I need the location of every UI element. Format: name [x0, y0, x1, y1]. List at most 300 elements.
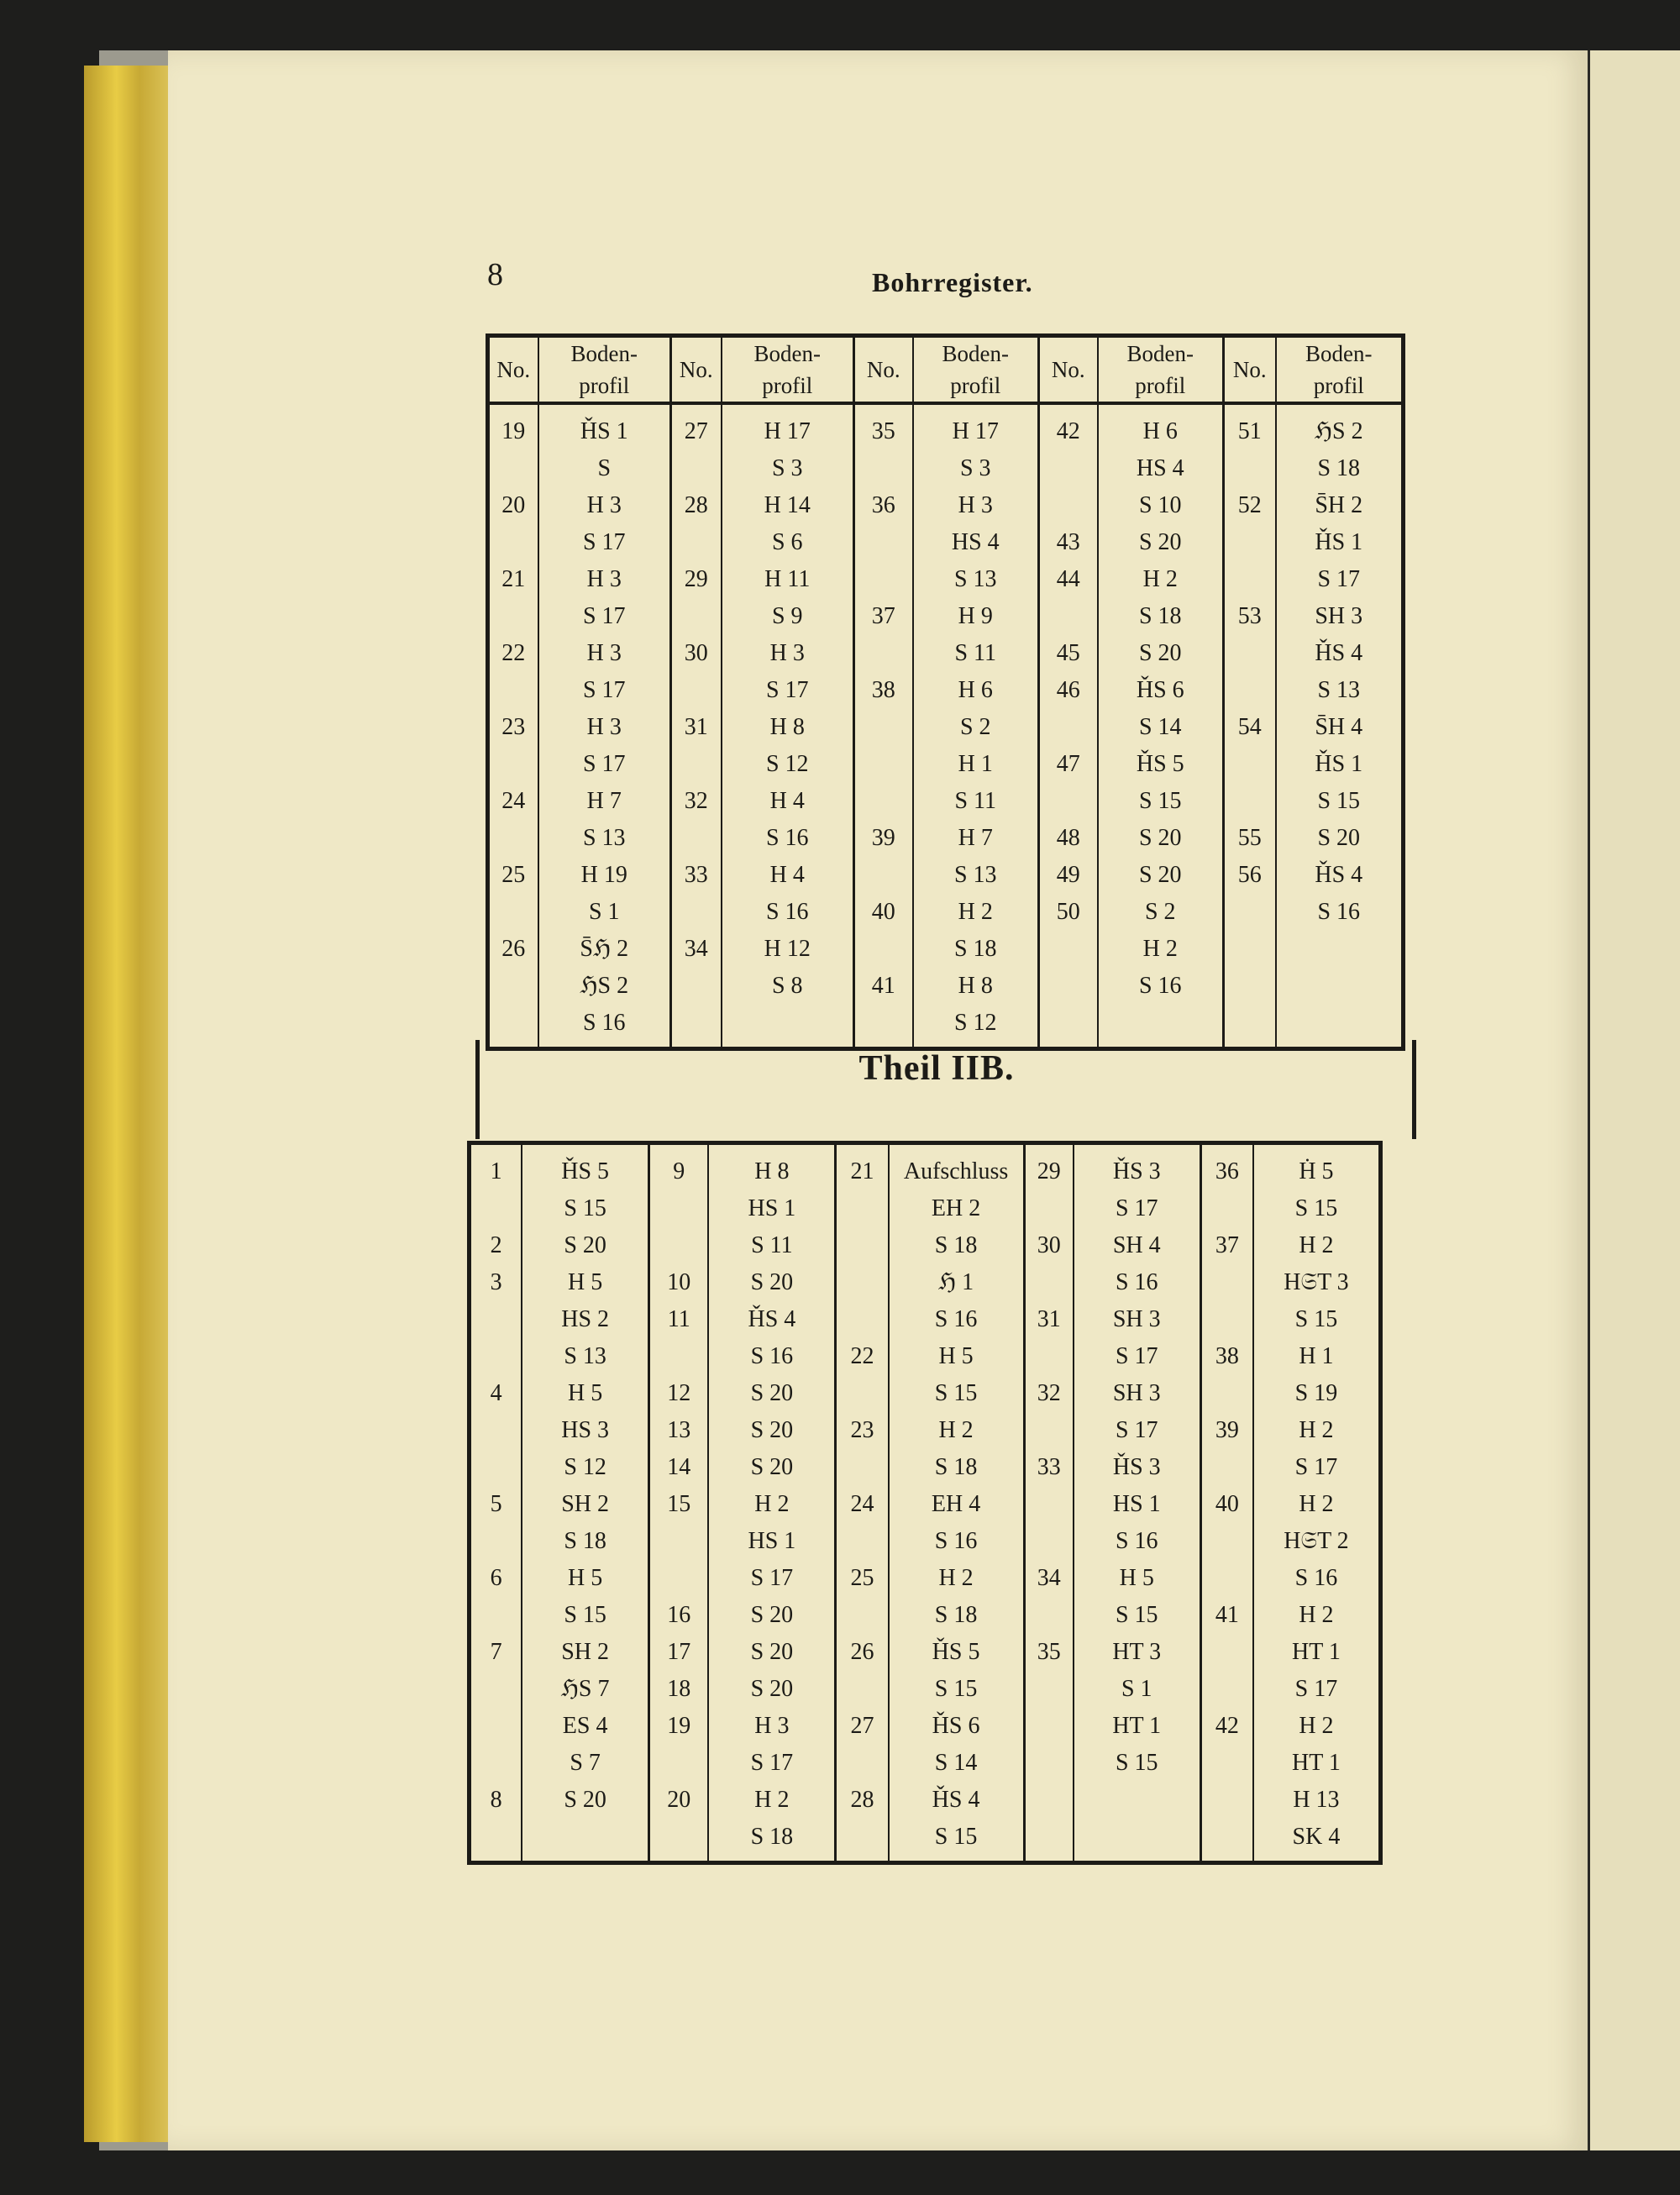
soil-profile-entry: HS 4: [1136, 455, 1184, 481]
soil-profile-entry: H 8: [769, 714, 805, 740]
boring-number-blank: [471, 1301, 521, 1338]
boring-number: 39: [1215, 1417, 1239, 1443]
boring-number-blank: [672, 598, 721, 635]
boring-number-blank: [672, 450, 721, 487]
boring-number-blank: [1225, 561, 1275, 598]
boring-number-blank: [855, 1005, 912, 1042]
soil-profile-entry: H 2: [1299, 1713, 1334, 1739]
soil-profile-entry: S 17: [582, 677, 626, 703]
bodenprofil-column: [1074, 1143, 1201, 1863]
soil-profile-entry: ȞS 4: [932, 1787, 980, 1813]
boring-number-blank: [1225, 635, 1275, 672]
soil-profile-entry: H 5: [568, 1269, 603, 1295]
boring-number-blank: [1202, 1301, 1252, 1338]
soil-profile-entry: H 2: [1142, 936, 1178, 962]
boring-number-blank: [490, 894, 538, 931]
boring-number-blank: [1225, 672, 1275, 709]
soil-profile-entry: S 2: [1144, 899, 1176, 925]
header-no: No.: [1039, 336, 1098, 404]
soil-profile-entry: H 3: [586, 492, 622, 518]
boring-number: 15: [667, 1491, 691, 1517]
boring-number-blank: [490, 746, 538, 783]
soil-profile-entry: H 3: [958, 492, 993, 518]
soil-profile-entry: S 18: [564, 1528, 606, 1554]
boring-number: 2: [490, 1232, 502, 1258]
boring-number: 12: [667, 1380, 691, 1406]
soil-profile-entry: S 20: [750, 1269, 794, 1295]
boring-number-blank: [1040, 598, 1097, 635]
soil-profile-entry: H 8: [958, 973, 993, 999]
soil-profile-entry: S 15: [934, 1824, 978, 1850]
boring-number: 46: [1056, 677, 1080, 703]
boring-number-blank: [1026, 1486, 1073, 1523]
soil-profile-entry: H 12: [764, 936, 811, 962]
boring-number-blank: [1026, 1523, 1073, 1560]
number-column: [470, 1143, 522, 1863]
boring-number-blank: [1225, 524, 1275, 561]
boring-number: 25: [850, 1565, 874, 1591]
soil-profile-entry: S 15: [564, 1602, 606, 1628]
boring-number-blank: [1202, 1190, 1252, 1227]
soil-profile-entry: ȞS 3: [1112, 1454, 1161, 1480]
soil-profile-entry: S̄H 2: [1315, 492, 1363, 518]
soil-profile-entry: ȞS 4: [1315, 862, 1363, 888]
soil-profile-entry: H 5: [938, 1343, 974, 1369]
soil-profile-entry: ȞS 4: [748, 1306, 796, 1332]
soil-profile-entry: ES 4: [562, 1713, 608, 1739]
soil-profile-entry: S 15: [934, 1676, 978, 1702]
boring-number-blank: [837, 1819, 887, 1856]
soil-profile-entry: S 2: [959, 714, 991, 740]
boring-number-blank: [1040, 783, 1097, 820]
boring-number-blank: [490, 450, 538, 487]
boring-number: 22: [850, 1343, 874, 1369]
boring-number-blank: [855, 857, 912, 894]
boring-number-blank: [650, 1190, 707, 1227]
soil-profile-entry: S 16: [934, 1528, 978, 1554]
soil-profile-entry: ȞS 1: [1315, 529, 1363, 555]
boring-number-blank: [837, 1375, 887, 1412]
soil-profile-entry: S 18: [934, 1454, 978, 1480]
boring-number: 40: [1215, 1491, 1239, 1517]
soil-profile-entry: S 18: [750, 1824, 794, 1850]
boring-number: 20: [667, 1787, 691, 1813]
soil-profile-entry: S 12: [564, 1454, 606, 1480]
soil-profile-entry: S 16: [1294, 1565, 1338, 1591]
soil-profile-entry: S 20: [564, 1232, 606, 1258]
boring-number-blank: [1202, 1264, 1252, 1301]
boring-number-blank: [650, 1745, 707, 1782]
boring-number-blank: [1040, 709, 1097, 746]
soil-profile-entry: H 2: [1299, 1602, 1334, 1628]
boring-number-blank: [490, 1005, 538, 1042]
soil-profile-entry: S 18: [1138, 603, 1182, 629]
boring-number: 45: [1056, 640, 1080, 666]
page-edges: [84, 66, 176, 2142]
boring-number: 24: [850, 1491, 874, 1517]
soil-profile-entry: S 13: [1317, 677, 1361, 703]
boring-number-blank: [471, 1597, 521, 1634]
boring-number: 31: [1037, 1306, 1061, 1332]
soil-profile-entry: H 3: [586, 714, 622, 740]
boring-number-blank: [837, 1449, 887, 1486]
soil-profile-entry: SH 3: [1112, 1306, 1161, 1332]
soil-profile-entry: H 2: [1299, 1232, 1334, 1258]
soil-profile-entry: S 18: [1317, 455, 1361, 481]
soil-profile-entry: S 16: [1115, 1269, 1158, 1295]
header-no: No.: [671, 336, 722, 404]
boring-number: 32: [1037, 1380, 1061, 1406]
boring-number: 21: [850, 1158, 874, 1184]
soil-profile-entry: H 3: [769, 640, 805, 666]
boring-number-blank: [490, 968, 538, 1005]
boring-number: 49: [1056, 862, 1080, 888]
soil-profile-entry: S 12: [765, 751, 809, 777]
bodenprofil-column: [1276, 403, 1404, 1049]
boring-number-blank: [1026, 1338, 1073, 1375]
number-column: [836, 1143, 889, 1863]
boring-number: 22: [501, 640, 526, 666]
soil-profile-entry: H 2: [1299, 1417, 1334, 1443]
soil-profile-entry: S 20: [1138, 825, 1182, 851]
boring-number-blank: [837, 1190, 887, 1227]
soil-profile-entry: ȞS 6: [1136, 677, 1184, 703]
boring-number-blank: [1225, 450, 1275, 487]
boring-number-blank: [672, 746, 721, 783]
soil-profile-entry: H 4: [769, 788, 805, 814]
boring-number: 30: [684, 640, 708, 666]
boring-number: 37: [871, 603, 895, 629]
boring-number-blank: [855, 450, 912, 487]
boring-number: 42: [1056, 418, 1080, 444]
soil-profile-entry: SH 3: [1112, 1380, 1161, 1406]
boring-number: 36: [1215, 1158, 1239, 1184]
number-column: [671, 403, 722, 1049]
soil-profile-entry: ȞS 5: [932, 1639, 980, 1665]
boring-number-blank: [855, 524, 912, 561]
boring-number-blank: [490, 598, 538, 635]
soil-profile-entry: S 15: [1115, 1602, 1158, 1628]
soil-profile-entry: S 16: [582, 1010, 626, 1036]
boring-number: 43: [1056, 529, 1080, 555]
boring-number: 17: [667, 1639, 691, 1665]
boring-number: 29: [684, 566, 708, 592]
boring-number-blank: [650, 1227, 707, 1264]
header-bodenprofil: Boden- profil: [538, 336, 671, 404]
running-head: Bohrregister.: [872, 267, 1033, 297]
bodenprofil-column: [889, 1143, 1025, 1863]
boring-number: 19: [501, 418, 526, 444]
soil-profile-entry: HS 2: [561, 1306, 610, 1332]
soil-profile-entry: S 15: [934, 1380, 978, 1406]
soil-profile-entry: ȞS 6: [932, 1713, 980, 1739]
header-no: No.: [1224, 336, 1276, 404]
boring-number-blank: [1225, 894, 1275, 931]
soil-profile-entry: ℌ 1: [938, 1269, 974, 1295]
boring-number-blank: [672, 968, 721, 1005]
soil-profile-entry: H 7: [958, 825, 993, 851]
soil-profile-entry: HT 1: [1112, 1713, 1162, 1739]
header-no: No.: [488, 336, 538, 404]
boring-number-blank: [1225, 746, 1275, 783]
boring-number-blank: [837, 1264, 887, 1301]
soil-profile-entry: H 8: [754, 1158, 790, 1184]
boring-number-blank: [1040, 931, 1097, 968]
boring-number-blank: [490, 524, 538, 561]
soil-profile-entry: S 17: [582, 751, 626, 777]
soil-profile-entry: H 17: [764, 418, 811, 444]
boring-number: 4: [490, 1380, 502, 1406]
soil-profile-entry: S: [597, 455, 612, 481]
soil-profile-entry: EH 2: [931, 1195, 981, 1221]
soil-profile-entry: SK 4: [1292, 1824, 1341, 1850]
table-a-header-row: [488, 336, 1404, 404]
soil-profile-entry: H 7: [586, 788, 622, 814]
boring-number: 33: [684, 862, 708, 888]
soil-profile-entry: S 16: [1115, 1528, 1158, 1554]
soil-profile-entry: S 16: [765, 825, 809, 851]
boring-number: 54: [1237, 714, 1262, 740]
soil-profile-entry: S 11: [751, 1232, 793, 1258]
number-column: [488, 403, 538, 1049]
header-bodenprofil: Boden- profil: [722, 336, 854, 404]
number-column: [1039, 403, 1098, 1049]
soil-profile-entry: S 9: [771, 603, 803, 629]
number-column: [649, 1143, 709, 1863]
soil-profile-entry: S 16: [1138, 973, 1182, 999]
boring-number-blank: [1202, 1634, 1252, 1671]
bodenprofil-column: [1253, 1143, 1381, 1863]
soil-profile-entry: S 17: [765, 677, 809, 703]
boring-number: 40: [871, 899, 895, 925]
boring-number: 55: [1237, 825, 1262, 851]
soil-profile-entry: H 2: [754, 1491, 790, 1517]
soil-profile-entry: H𝔖T 3: [1284, 1269, 1349, 1295]
header-bodenprofil: Boden- profil: [913, 336, 1039, 404]
boring-number: 34: [684, 936, 708, 962]
boring-number: 18: [667, 1676, 691, 1702]
soil-profile-entry: S 19: [1294, 1380, 1338, 1406]
soil-profile-entry: H 3: [586, 640, 622, 666]
boring-number-blank: [837, 1671, 887, 1708]
soil-profile-entry: H 9: [958, 603, 993, 629]
soil-profile-entry: S 17: [1115, 1195, 1158, 1221]
header-bodenprofil: Boden- profil: [1276, 336, 1404, 404]
soil-profile-entry: HS 3: [561, 1417, 610, 1443]
soil-profile-entry: S 12: [953, 1010, 997, 1036]
register-table-b: [467, 1141, 1383, 1865]
boring-number: 28: [850, 1787, 874, 1813]
soil-profile-entry: H 5: [568, 1380, 603, 1406]
soil-profile-entry: S 20: [750, 1454, 794, 1480]
boring-number-blank: [672, 524, 721, 561]
soil-profile-entry: S 13: [953, 862, 997, 888]
soil-profile-entry: H 6: [1142, 418, 1178, 444]
soil-profile-entry: H 1: [1299, 1343, 1334, 1369]
soil-profile-entry: H 11: [764, 566, 811, 592]
soil-profile-entry: H 2: [938, 1565, 974, 1591]
soil-profile-entry: HS 1: [1112, 1491, 1161, 1517]
boring-number-blank: [1202, 1523, 1252, 1560]
soil-profile-entry: HS 1: [748, 1195, 796, 1221]
soil-profile-entry: S 20: [750, 1417, 794, 1443]
boring-number-blank: [471, 1449, 521, 1486]
bodenprofil-column: [913, 403, 1039, 1049]
soil-profile-entry: S 17: [1115, 1343, 1158, 1369]
boring-number: 14: [667, 1454, 691, 1480]
boring-number: 10: [667, 1269, 691, 1295]
soil-profile-entry: ȞS 1: [580, 418, 628, 444]
boring-number-blank: [1026, 1597, 1073, 1634]
boring-number: 37: [1215, 1232, 1239, 1258]
boring-number-blank: [471, 1745, 521, 1782]
soil-profile-entry: S 18: [953, 936, 997, 962]
boring-number: 30: [1037, 1232, 1061, 1258]
boring-number-blank: [471, 1412, 521, 1449]
soil-profile-entry: S 20: [1138, 529, 1182, 555]
soil-profile-entry: S 11: [954, 640, 997, 666]
soil-profile-entry: S 10: [1138, 492, 1182, 518]
boring-number-blank: [855, 746, 912, 783]
boring-number-blank: [837, 1597, 887, 1634]
boring-number: 26: [501, 936, 526, 962]
boring-number-blank: [1202, 1819, 1252, 1856]
soil-profile-entry: H 2: [1142, 566, 1178, 592]
boring-number: 41: [1215, 1602, 1239, 1628]
boring-number-blank: [837, 1523, 887, 1560]
boring-number: 26: [850, 1639, 874, 1665]
soil-profile-entry: HT 3: [1112, 1639, 1162, 1665]
soil-profile-entry: H𝔖T 2: [1284, 1528, 1349, 1554]
boring-number-blank: [1202, 1375, 1252, 1412]
boring-number: 8: [490, 1787, 502, 1813]
soil-profile-entry: S 14: [1138, 714, 1182, 740]
boring-number-blank: [471, 1708, 521, 1745]
boring-number: 5: [490, 1491, 502, 1517]
boring-number: 38: [1215, 1343, 1239, 1369]
boring-number-blank: [471, 1338, 521, 1375]
soil-profile-entry: S 20: [1138, 640, 1182, 666]
boring-number: 16: [667, 1602, 691, 1628]
boring-number: 29: [1037, 1158, 1061, 1184]
soil-profile-entry: EH 4: [931, 1491, 981, 1517]
boring-number: 3: [490, 1269, 502, 1295]
soil-profile-entry: S 17: [750, 1750, 794, 1776]
bodenprofil-column: [722, 403, 854, 1049]
boring-number: 7: [490, 1639, 502, 1665]
soil-profile-entry: SH 3: [1315, 603, 1363, 629]
boring-number-blank: [1026, 1708, 1073, 1745]
soil-profile-entry: SH 4: [1112, 1232, 1161, 1258]
boring-number: 23: [850, 1417, 874, 1443]
soil-profile-entry: H 19: [580, 862, 627, 888]
soil-profile-entry: S 20: [1317, 825, 1361, 851]
soil-profile-entry: ℌS 7: [560, 1676, 610, 1702]
soil-profile-entry: H 2: [1299, 1491, 1334, 1517]
soil-profile-entry: HT 1: [1292, 1750, 1341, 1776]
page-number: 8: [487, 257, 503, 292]
soil-profile-entry: S 17: [1317, 566, 1361, 592]
boring-number-blank: [1026, 1745, 1073, 1782]
soil-profile-entry: S 17: [1294, 1454, 1338, 1480]
boring-number-blank: [1026, 1190, 1073, 1227]
soil-profile-entry: S 13: [564, 1343, 606, 1369]
boring-number: 9: [673, 1158, 685, 1184]
boring-number-blank: [1202, 1671, 1252, 1708]
boring-number-blank: [837, 1745, 887, 1782]
soil-profile-entry: H 14: [764, 492, 811, 518]
boring-number-blank: [855, 709, 912, 746]
boring-number: 38: [871, 677, 895, 703]
boring-number-blank: [855, 931, 912, 968]
soil-profile-entry: S̄ℌ 2: [580, 936, 629, 962]
header-bodenprofil: Boden- profil: [1098, 336, 1224, 404]
soil-profile-entry: S 13: [953, 566, 997, 592]
boring-number-blank: [855, 783, 912, 820]
soil-profile-entry: S 15: [1115, 1750, 1158, 1776]
boring-number-blank: [837, 1227, 887, 1264]
soil-profile-entry: H 13: [1293, 1787, 1340, 1813]
soil-profile-entry: ℌS 2: [580, 973, 629, 999]
boring-number: 44: [1056, 566, 1080, 592]
boring-number: 33: [1037, 1454, 1061, 1480]
boring-number-blank: [1225, 783, 1275, 820]
soil-profile-entry: S 8: [771, 973, 803, 999]
table-b-body-row: [470, 1143, 1381, 1863]
boring-number: 23: [501, 714, 526, 740]
soil-profile-entry: H 3: [754, 1713, 790, 1739]
number-column: [1224, 403, 1276, 1049]
boring-number-blank: [471, 1523, 521, 1560]
boring-number-blank: [1202, 1449, 1252, 1486]
boring-number: 47: [1056, 751, 1080, 777]
soil-profile-entry: S 1: [588, 899, 620, 925]
boring-number: 32: [684, 788, 708, 814]
soil-profile-entry: S 16: [750, 1343, 794, 1369]
boring-number: 19: [667, 1713, 691, 1739]
soil-profile-entry: S 20: [564, 1787, 606, 1813]
boring-number: 51: [1237, 418, 1262, 444]
soil-profile-entry: S 18: [934, 1602, 978, 1628]
boring-number: 21: [501, 566, 526, 592]
soil-profile-entry: S 16: [765, 899, 809, 925]
soil-profile-entry: HS 1: [748, 1528, 796, 1554]
boring-number-blank: [672, 894, 721, 931]
boring-number-blank: [650, 1560, 707, 1597]
soil-profile-entry: S 3: [771, 455, 803, 481]
soil-profile-entry: S 17: [582, 529, 626, 555]
boring-number-blank: [650, 1338, 707, 1375]
bodenprofil-column: [708, 1143, 836, 1863]
soil-profile-entry: H 2: [938, 1417, 974, 1443]
boring-number: 35: [1037, 1639, 1061, 1665]
soil-profile-entry: HT 1: [1292, 1639, 1341, 1665]
soil-profile-entry: S 20: [750, 1676, 794, 1702]
soil-profile-entry: H 1: [958, 751, 993, 777]
section-title: Theil IIB.: [858, 1049, 1015, 1088]
boring-number: 11: [667, 1306, 690, 1332]
soil-profile-entry: H 3: [586, 566, 622, 592]
book-cover-bottom: [0, 2150, 1680, 2195]
boring-number: 36: [871, 492, 895, 518]
boring-number: 48: [1056, 825, 1080, 851]
soil-profile-entry: S 14: [934, 1750, 978, 1776]
soil-profile-entry: HS 4: [951, 529, 1000, 555]
soil-profile-entry: ℌS 2: [1314, 418, 1363, 444]
boring-number-blank: [1040, 450, 1097, 487]
header-no: No.: [854, 336, 913, 404]
soil-profile-entry: S 17: [1115, 1417, 1158, 1443]
